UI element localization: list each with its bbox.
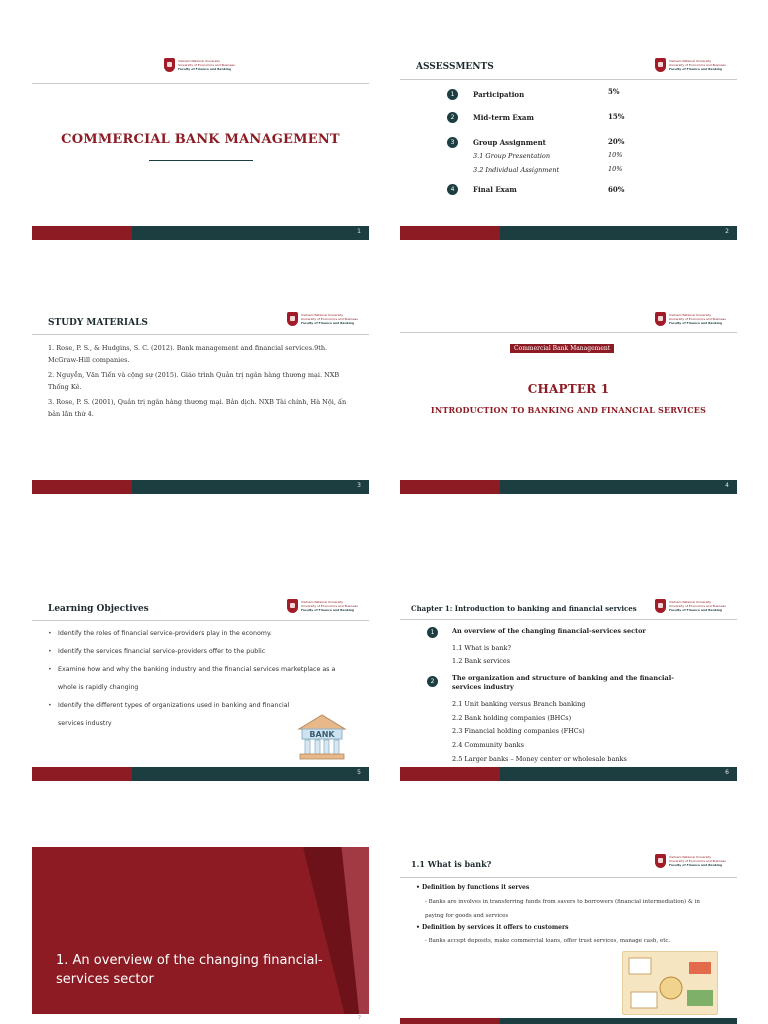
course-tag: Commercial Bank Management [510, 344, 614, 353]
divider [400, 877, 737, 878]
assessment-weight: 5% [608, 87, 620, 96]
list-item: • Identify the different types of organizations used in banking and financial services industry [48, 697, 308, 733]
section-item: 2.5 Larger banks – Money center or wholesale banks [452, 755, 627, 763]
section-item: 1.1 What is bank? [452, 644, 511, 652]
university-logo: Vietnam National University University of Economics and Business Faculty of Finance and Banking [655, 312, 726, 326]
section-number-badge: 1 [427, 627, 438, 638]
bank-building-icon [297, 713, 347, 761]
assessment-label: Mid-term Exam [473, 113, 534, 122]
list-item: • Examine how and why the banking industry and the financial services marketplace as a whole is rapidly changing [48, 661, 338, 697]
slide-7 [32, 847, 369, 1024]
slide-2 [400, 48, 737, 240]
divider [400, 79, 737, 80]
assessment-label: Group Assignment [473, 138, 546, 147]
section-item: 1.2 Bank services [452, 657, 511, 665]
page-number: 6 [725, 769, 729, 776]
section-cover-title: 1. An overview of the changing financial-services sector [56, 953, 323, 987]
slide-1 [32, 48, 369, 240]
definition-heading: • Definition by functions it serves [416, 884, 530, 891]
university-crest-icon [287, 312, 298, 326]
sub-assessment-weight: 10% [608, 165, 623, 173]
list-item: • Identify the roles of financial service-providers play in the economy. [48, 625, 338, 643]
slide-heading: Chapter 1: Introduction to banking and financial services [411, 604, 637, 613]
slide-5 [32, 589, 369, 781]
page-number: 4 [725, 482, 729, 489]
slide-8 [400, 847, 737, 1024]
divider [32, 83, 369, 84]
section-item: 2.4 Community banks [452, 741, 524, 749]
item-number-badge: 3 [447, 137, 458, 148]
section-item: 2.2 Bank holding companies (BHCs) [452, 714, 572, 722]
assessment-label: Final Exam [473, 185, 517, 194]
assessment-label: Participation [473, 90, 525, 99]
sub-assessment-weight: 10% [608, 151, 623, 159]
item-number-badge: 2 [447, 112, 458, 123]
assessment-weight: 15% [608, 112, 625, 121]
section-item: 2.1 Unit banking versus Branch banking [452, 700, 586, 708]
slide-footer [400, 226, 737, 240]
university-logo: Vietnam National University University of Economics and Business Faculty of Finance and Banking [287, 599, 358, 613]
university-crest-icon [164, 58, 175, 72]
page-number: 3 [357, 482, 361, 489]
slide-heading: ASSESSMENTS [416, 62, 494, 72]
slide-6 [400, 589, 737, 781]
divider [32, 620, 369, 621]
slide-heading: STUDY MATERIALS [48, 318, 148, 328]
slide-footer [32, 1014, 369, 1024]
page-number: 1 [357, 228, 361, 235]
definition-text: - Banks are involves in transferring funds from savers to borrowers (financial intermediation) & in paying for goods and services [425, 899, 700, 919]
section-number-badge: 2 [427, 676, 438, 687]
university-crest-icon [655, 312, 666, 326]
page-number: 2 [725, 228, 729, 235]
divider [400, 619, 737, 620]
university-logo: Vietnam National University University of Economics and Business Faculty of Finance and Banking [655, 58, 726, 72]
page-number: 5 [357, 769, 361, 776]
slide-footer [32, 480, 369, 494]
reference-item: 2. Nguyễn, Văn Tiến và cộng sự (2015). Giáo trình Quản trị ngân hàng thương mại. NXB Thống Kê. [48, 371, 340, 391]
assessment-weight: 60% [608, 185, 625, 194]
section-title: An overview of the changing financial-services sector [452, 627, 646, 635]
university-logo: Vietnam National University University of Economics and Business Faculty of Finance and Banking [655, 854, 726, 868]
section-title: The organization and structure of banking and the financial-services industry [452, 674, 674, 691]
university-crest-icon [287, 599, 298, 613]
slide-footer [32, 767, 369, 781]
university-logo: Vietnam National University University of Economics and Business Faculty of Finance and Banking [164, 58, 235, 72]
item-number-badge: 1 [447, 89, 458, 100]
objectives-list [48, 625, 338, 733]
item-number-badge: 4 [447, 184, 458, 195]
divider [400, 332, 737, 333]
slide-footer [400, 480, 737, 494]
page-number: 7 [357, 1015, 361, 1021]
slide-footer [32, 226, 369, 240]
reference-item: 3. Rose, P. S. (2001), Quản trị ngân hàng thương mại. Bản dịch. NXB Tài chính, Hà Nội, ấn bản lần thứ 4. [48, 398, 347, 418]
money-transfer-illustration [622, 951, 718, 1015]
university-crest-icon [655, 599, 666, 613]
university-logo: Vietnam National University University of Economics and Business Faculty of Finance and Banking [655, 599, 726, 613]
slide-4 [400, 302, 737, 494]
assessment-weight: 20% [608, 137, 625, 146]
list-item: • Identify the services financial service-providers offer to the public [48, 643, 338, 661]
divider [32, 334, 369, 335]
chapter-number: CHAPTER 1 [527, 382, 610, 396]
slide-heading: Learning Objectives [48, 604, 149, 614]
university-crest-icon [655, 58, 666, 72]
definition-text: - Banks accept deposits, make commercial loans, offer trust services, manage cash, etc. [425, 938, 671, 944]
definition-heading: • Definition by services it offers to customers [416, 924, 569, 931]
university-logo: Vietnam National University University of Economics and Business Faculty of Finance and Banking [287, 312, 358, 326]
sub-assessment-label: 3.1 Group Presentation [473, 152, 551, 160]
slide-footer [400, 767, 737, 781]
slide-footer [400, 1018, 737, 1024]
svg-text:BANK: BANK [309, 730, 335, 739]
section-item: 2.3 Financial holding companies (FHCs) [452, 727, 585, 735]
reference-item: 1. Rose, P. S., & Hudgins, S. C. (2012). Bank management and financial services.9th. McGraw-Hill companies. [48, 344, 328, 364]
chapter-title: INTRODUCTION TO BANKING AND FINANCIAL SERVICES [430, 405, 707, 415]
slide-heading: 1.1 What is bank? [411, 859, 492, 869]
sub-assessment-label: 3.2 Individual Assignment [473, 166, 560, 174]
university-crest-icon [655, 854, 666, 868]
course-title: COMMERCIAL BANK MANAGEMENT [61, 132, 340, 147]
title-underline [149, 160, 253, 161]
slide-3 [32, 302, 369, 494]
